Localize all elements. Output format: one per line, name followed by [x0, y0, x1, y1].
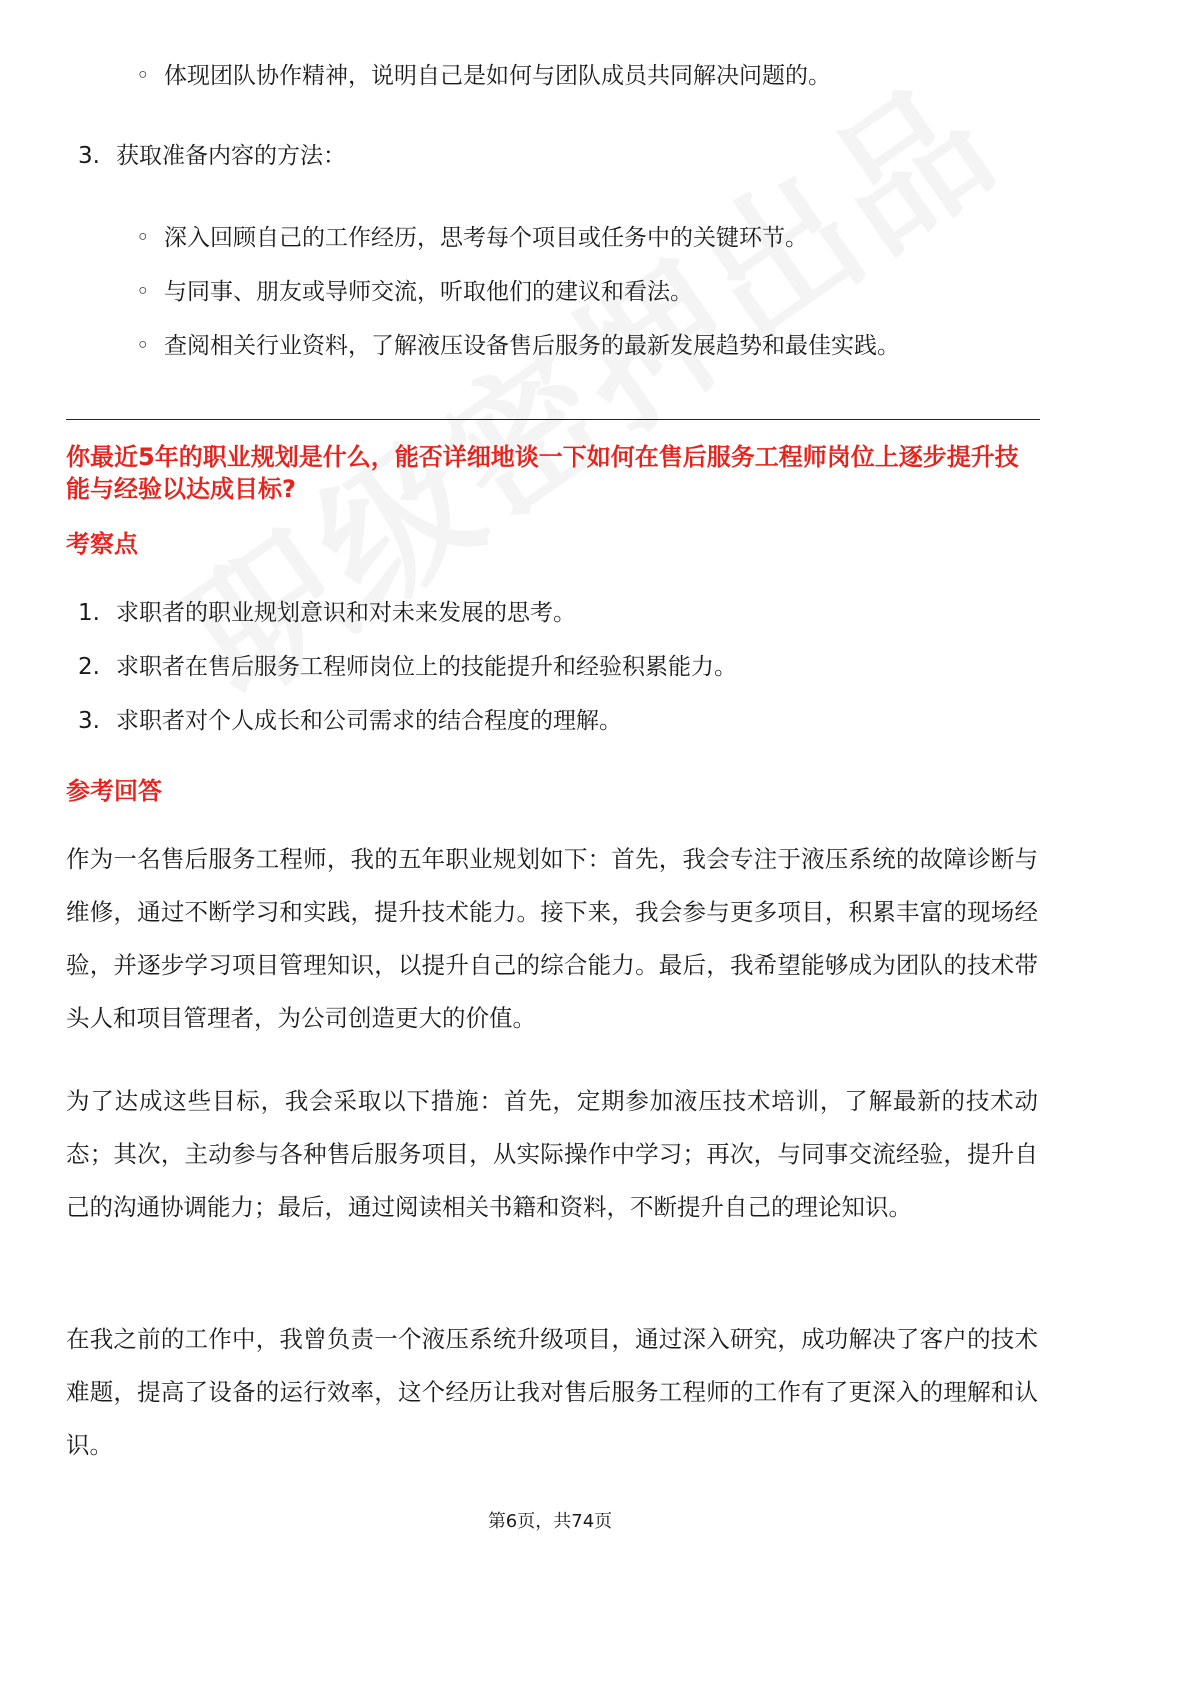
question-title: 你最近5年的职业规划是什么，能否详细地谈一下如何在售后服务工程师岗位上逐步提升技能与经验以达成目标? — [66, 443, 1019, 503]
answer-paragraph: 作为一名售后服务工程师，我的五年职业规划如下：首先，我会专注于液压系统的故障诊断与维修，通过不断学习和实践，提升技术能力。接下来，我会参与更多项目，积累丰富的现场经验，并逐步学习项目管理知识，以提升自己的综合能力。最后，我希望能够成为团队的技术带头人和项目管理者，为公司创造更大的价值。 — [66, 845, 1038, 1032]
list-item-text: 体现团队协作精神，说明自己是如何与团队成员共同解决问题的。 — [164, 63, 831, 89]
list-item-text: 与同事、朋友或导师交流，听取他们的建议和看法。 — [164, 279, 693, 305]
list-item — [136, 60, 831, 92]
list-item — [136, 222, 808, 254]
answer-paragraph: 为了达成这些目标，我会采取以下措施：首先，定期参加液压技术培训，了解最新的技术动态；其次，主动参与各种售后服务项目，从实际操作中学习；再次，与同事交流经验，提升自己的沟通协调能力；最后，通过阅读相关书籍和资料，不断提升自己的理论知识。 — [66, 1087, 1038, 1221]
list-number: 1. — [78, 600, 100, 626]
list-item — [136, 276, 693, 308]
list-item — [78, 705, 622, 737]
page-number: 第6页，共74页 — [487, 1511, 613, 1532]
list-item-text: 求职者对个人成长和公司需求的结合程度的理解。 — [116, 708, 622, 734]
list-item-text: 求职者在售后服务工程师岗位上的技能提升和经验积累能力。 — [116, 654, 737, 680]
answer-heading: 参考回答 — [66, 777, 162, 805]
list-item — [136, 330, 900, 362]
list-item — [78, 597, 576, 629]
bullet: ◦ — [136, 63, 150, 89]
list-number: 3. — [78, 708, 100, 734]
watermark — [140, 23, 1031, 737]
list-item — [78, 651, 737, 683]
answer-paragraph: 在我之前的工作中，我曾负责一个液压系统升级项目，通过深入研究，成功解决了客户的技术难题，提高了设备的运行效率，这个经历让我对售后服务工程师的工作有了更深入的理解和认识。 — [66, 1325, 1038, 1459]
list-number: 3. — [78, 143, 100, 169]
list-item-text: 深入回顾自己的工作经历，思考每个项目或任务中的关键环节。 — [164, 225, 808, 251]
bullet: ◦ — [136, 333, 150, 359]
bullet: ◦ — [136, 279, 150, 305]
section-title-text: 获取准备内容的方法： — [116, 143, 346, 169]
list-number: 2. — [78, 654, 100, 680]
list-item-text: 求职者的职业规划意识和对未来发展的思考。 — [116, 600, 576, 626]
bullet: ◦ — [136, 225, 150, 251]
section-3-title — [78, 140, 346, 172]
exam-points-heading: 考察点 — [66, 530, 138, 558]
divider — [66, 419, 1040, 420]
list-item-text: 查阅相关行业资料，了解液压设备售后服务的最新发展趋势和最佳实践。 — [164, 333, 900, 359]
